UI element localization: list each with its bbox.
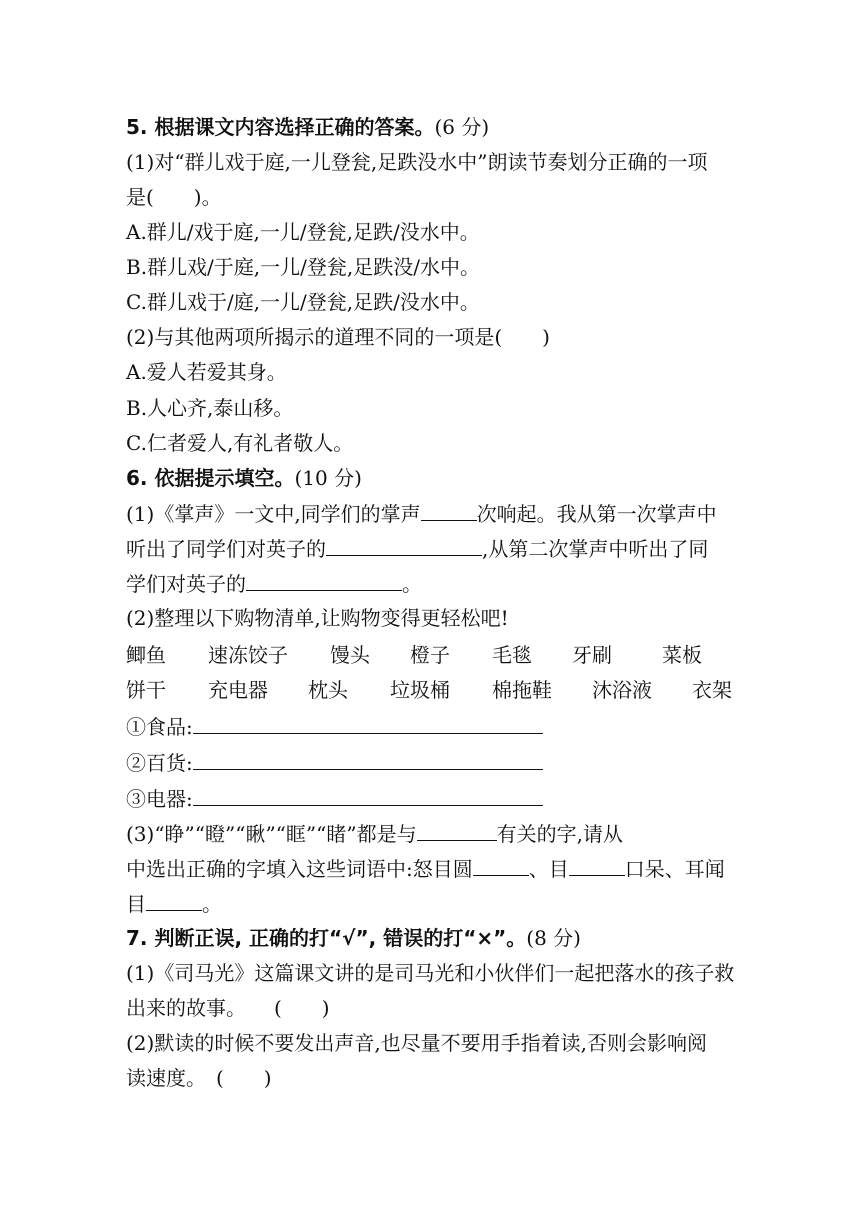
q5-heading [126, 114, 738, 140]
q6-sub3-text-d: 、目 [528, 857, 569, 881]
word-item: 橙子 [410, 643, 450, 667]
q5-title: 5. 根据课文内容选择正确的答案。 [126, 115, 435, 139]
shopping-words-row2 [126, 677, 738, 703]
q6-sub3-blank-3[interactable] [146, 890, 202, 911]
q6-sub1-text-b: 次响起。我从第一次掌声中 [476, 502, 717, 526]
q5-sub2-option-c: C.仁者爱人,有礼者敬人。 [126, 431, 354, 455]
word-item: 菜板 [662, 643, 702, 667]
q5-score: (6 分) [434, 115, 490, 139]
q6-category-appliance [126, 785, 738, 812]
q6-sub3-text-g: 。 [202, 892, 222, 916]
q7-sub1-answer-paren[interactable]: ( ) [274, 996, 330, 1020]
q6-sub3-blank-topic[interactable] [417, 820, 497, 841]
q5-sub2: (2)与其他两项所揭示的道理不同的一项是( ) [126, 325, 550, 349]
q6-score: (10 分) [294, 466, 362, 490]
goods-blank[interactable] [193, 749, 543, 770]
q6-sub3-line2 [126, 855, 738, 882]
q6-sub3-text-b: 有关的字,请从 [496, 822, 623, 846]
q6-sub1-text-a: (1)《掌声》一文中,同学们的掌声 [126, 502, 421, 526]
q5-sub1-option-b: B.群儿戏/于庭,一儿/登瓮,足跌没/水中。 [126, 255, 480, 279]
q6-category-food [126, 713, 738, 740]
word-item: 衣架 [692, 678, 732, 702]
food-blank[interactable] [193, 713, 543, 734]
category-label: ③电器: [126, 787, 193, 811]
q6-sub2: (2)整理以下购物清单,让购物变得更轻松吧! [126, 606, 509, 630]
q6-sub3-blank-1[interactable] [473, 855, 529, 876]
q7-heading [126, 925, 738, 951]
q6-sub1-blank-first[interactable] [326, 535, 482, 556]
q6-title: 6. 依据提示填空。 [126, 466, 295, 490]
q7-sub1-line1: (1)《司马光》这篇课文讲的是司马光和小伙伴们一起把落水的孩子救 [126, 961, 735, 985]
q7-score: (8 分) [526, 926, 581, 950]
q6-sub1-line1 [126, 500, 738, 527]
q6-sub3-blank-2[interactable] [569, 855, 625, 876]
q6-sub3-text-e: 口呆、耳闻 [624, 857, 725, 881]
q6-heading [126, 465, 738, 491]
q6-sub1-blank-count[interactable] [421, 500, 477, 521]
word-item: 速冻饺子 [208, 643, 288, 667]
q6-sub1-line2 [126, 535, 738, 562]
word-item: 沐浴液 [592, 678, 652, 702]
q6-sub1-blank-second[interactable] [246, 570, 402, 591]
q5-sub1-option-c: C.群儿戏于/庭,一儿/登瓮,足跌/没水中。 [126, 290, 480, 314]
category-label: ①食品: [126, 715, 193, 739]
word-item: 棉拖鞋 [492, 678, 552, 702]
q5-sub1-line1: (1)对“群儿戏于庭,一儿登瓮,足跌没水中”朗读节奏划分正确的一项 [126, 150, 708, 174]
q6-sub1-text-f: 。 [402, 572, 422, 596]
q6-sub3-text-a: (3)“睁”“瞪”“瞅”“眶”“睹”都是与 [126, 822, 417, 846]
category-label: ②百货: [126, 751, 193, 775]
q6-sub3-text-f: 目 [126, 892, 146, 916]
q7-sub2-line2 [126, 1065, 738, 1091]
q5-sub2-option-b: B.人心齐,泰山移。 [126, 396, 294, 420]
q6-sub3-text-c: 中选出正确的字填入这些词语中:怒目圆 [126, 857, 473, 881]
q6-category-goods [126, 749, 738, 776]
q7-sub2-answer-paren[interactable]: ( ) [216, 1066, 272, 1090]
q7-sub1-line2 [126, 995, 738, 1021]
q6-sub1-line3 [126, 570, 738, 597]
shopping-words-row1 [126, 642, 738, 668]
q5-sub1-option-a: A.群儿/戏于庭,一儿/登瓮,足跌/没水中。 [126, 220, 480, 244]
q6-sub3-line1 [126, 820, 738, 847]
word-item: 枕头 [308, 678, 348, 702]
word-item: 充电器 [208, 678, 268, 702]
word-item: 牙刷 [572, 643, 612, 667]
word-item: 毛毯 [492, 643, 532, 667]
appliance-blank[interactable] [193, 785, 543, 806]
q6-sub1-text-e: 学们对英子的 [126, 572, 246, 596]
word-item: 垃圾桶 [390, 678, 450, 702]
q5-sub2-option-a: A.爱人若爱其身。 [126, 360, 287, 384]
q7-sub1-text: 出来的故事。 [126, 996, 246, 1020]
q6-sub3-line3 [126, 890, 738, 917]
q7-sub2-text: 读速度。 [126, 1066, 206, 1090]
q6-sub1-text-c: 听出了同学们对英子的 [126, 537, 326, 561]
word-item: 饼干 [126, 678, 166, 702]
word-item: 鲫鱼 [126, 643, 166, 667]
word-item: 馒头 [330, 643, 370, 667]
q5-sub1-line2: 是( )。 [126, 185, 222, 209]
q6-sub1-text-d: ,从第二次掌声中听出了同 [482, 537, 709, 561]
q7-sub2-line1: (2)默读的时候不要发出声音,也尽量不要用手指着读,否则会影响阅 [126, 1031, 708, 1055]
q7-title: 7. 判断正误, 正确的打“√”, 错误的打“×”。 [126, 926, 527, 950]
